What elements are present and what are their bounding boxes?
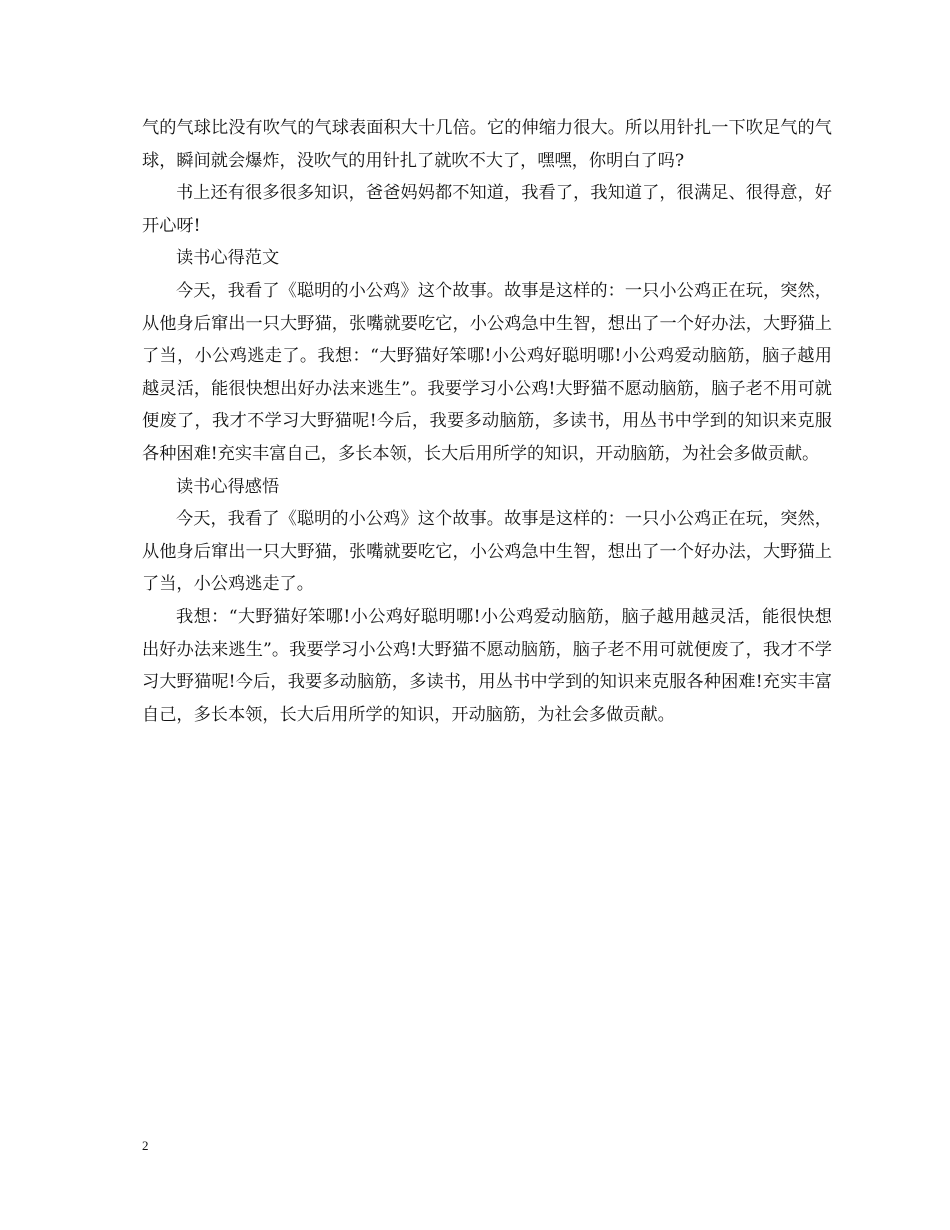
paragraph-reflection: 我想：“大野猫好笨哪!小公鸡好聪明哪!小公鸡爱动脑筋，脑子越用越灵活，能很快想出好办法来逃生”。我要学习小公鸡!大野猫不愿动脑筋，脑子老不用可就便废了，我才不学习大野猫呢!今后，我要多动脑筋，多读书，用丛书中学到的知识来克服各种困难!充实丰富自己，多长本领，长大后用所学的知识，开动脑筋，为社会多做贡献。 xyxy=(142,606,832,725)
document-body xyxy=(142,112,832,731)
paragraph-book-knowledge: 书上还有很多很多知识，爸爸妈妈都不知道，我看了，我知道了，很满足、很得意，好开心呀! xyxy=(142,183,832,236)
section-heading-reading-insight: 读书心得感悟 xyxy=(176,476,280,497)
paragraph-balloon-continuation: 气的气球比没有吹气的气球表面积大十几倍。它的伸缩力很大。所以用针扎一下吹足气的气球，瞬间就会爆炸，没吹气的用针扎了就吹不大了，嘿嘿，你明白了吗? xyxy=(142,118,832,171)
paragraph-clever-rooster-story-retold: 今天，我看了《聪明的小公鸡》这个故事。故事是这样的：一只小公鸡正在玩，突然，从他身后窜出一只大野猫，张嘴就要吃它，小公鸡急中生智，想出了一个好办法，大野猫上了当，小公鸡逃走了。 xyxy=(142,509,832,595)
paragraph-clever-rooster-story: 今天，我看了《聪明的小公鸡》这个故事。故事是这样的：一只小公鸡正在玩，突然，从他身后窜出一只大野猫，张嘴就要吃它，小公鸡急中生智，想出了一个好办法，大野猫上了当，小公鸡逃走了。我想：“大野猫好笨哪!小公鸡好聪明哪!小公鸡爱动脑筋，脑子越用越灵活，能很快想出好办法来逃生”。我要学习小公鸡!大野猫不愿动脑筋，脑子老不用可就便废了，我才不学习大野猫呢!今后，我要多动脑筋，多读书，用丛书中学到的知识来克服各种困难!充实丰富自己，多长本领，长大后用所学的知识，开动脑筋，为社会多做贡献。 xyxy=(142,280,832,464)
page-number: 2 xyxy=(142,1138,149,1153)
section-heading-reading-essay: 读书心得范文 xyxy=(176,248,280,269)
